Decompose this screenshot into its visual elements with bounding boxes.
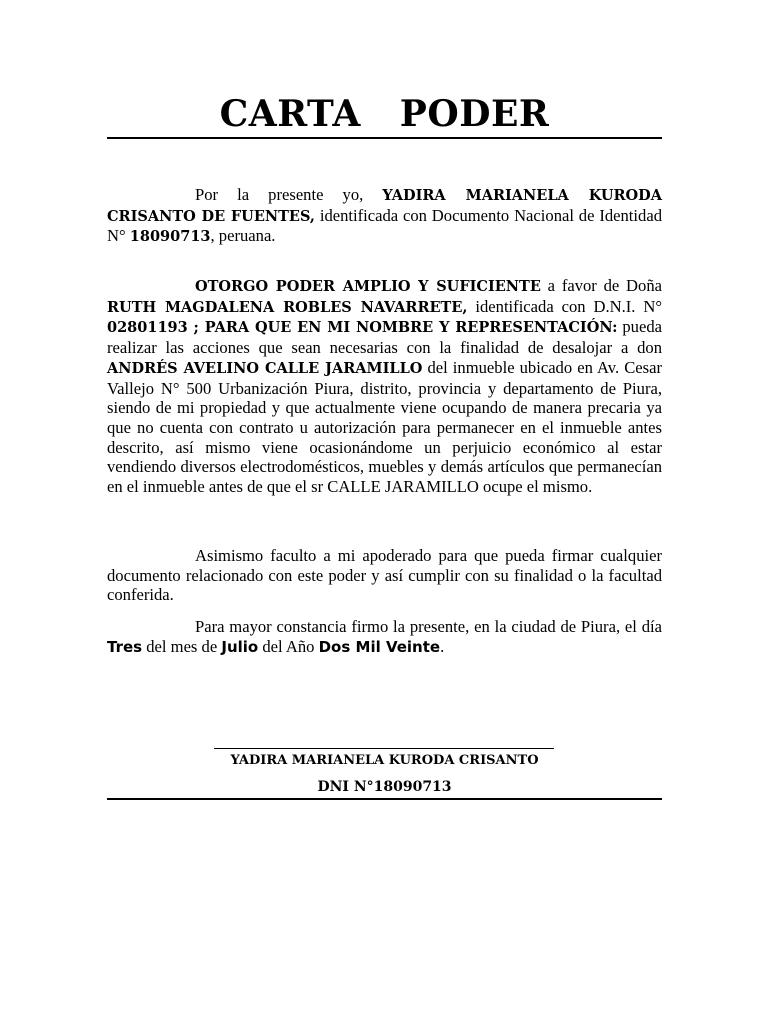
signature-underline xyxy=(107,798,662,800)
signatory-name: YADIRA MARIANELA KURODA CRISANTO xyxy=(230,753,539,768)
paragraph-authorization: Asimismo faculto a mi apoderado para que pueda firmar cualquier documento relacionado con este poder y así cumplir con su finalidad o la facultad conferida. xyxy=(107,546,662,605)
title-underline xyxy=(107,137,662,139)
document-page xyxy=(107,0,662,1024)
paragraph-grant-of-power: OTORGO PODER AMPLIO Y SUFICIENTE a favor de Doña RUTH MAGDALENA ROBLES NAVARRETE, identificada con D.N.I. N° 02801193 ; PARA QUE EN MI NOMBRE Y REPRESENTACIÓN: pueda realizar las acciones que sean necesarias con la finalidad de desalojar a don ANDRÉS AVELINO CALLE JARAMILLO del inmueble ubicado en Av. Cesar Vallejo N° 500 Urbanización Piura, distrito, provincia y departamento de Piura, siendo de mi propiedad y que actualmente viene ocupando de manera precaria ya que no cuenta con contrato u autorización para permanecer en el inmueble antes descrito, así mismo viene ocasionándome un perjuicio económico al estar vendiendo diversos electrodomésticos, muebles y demás artículos que permanecían en el inmueble antes de que el sr CALLE JARAMILLO ocupe el mismo. xyxy=(107,276,662,497)
document-title: CARTA PODER xyxy=(219,93,550,135)
signature-line xyxy=(214,748,554,749)
signatory-dni: DNI N°18090713 xyxy=(317,779,452,795)
paragraph-declaration: Por la presente yo, YADIRA MARIANELA KURODA CRISANTO DE FUENTES, identificada con Documento Nacional de Identidad N° 18090713, peruana. xyxy=(107,185,662,246)
paragraph-closing: Para mayor constancia firmo la presente, en la ciudad de Piura, el día Tres del mes de Julio del Año Dos Mil Veinte. xyxy=(107,617,662,656)
